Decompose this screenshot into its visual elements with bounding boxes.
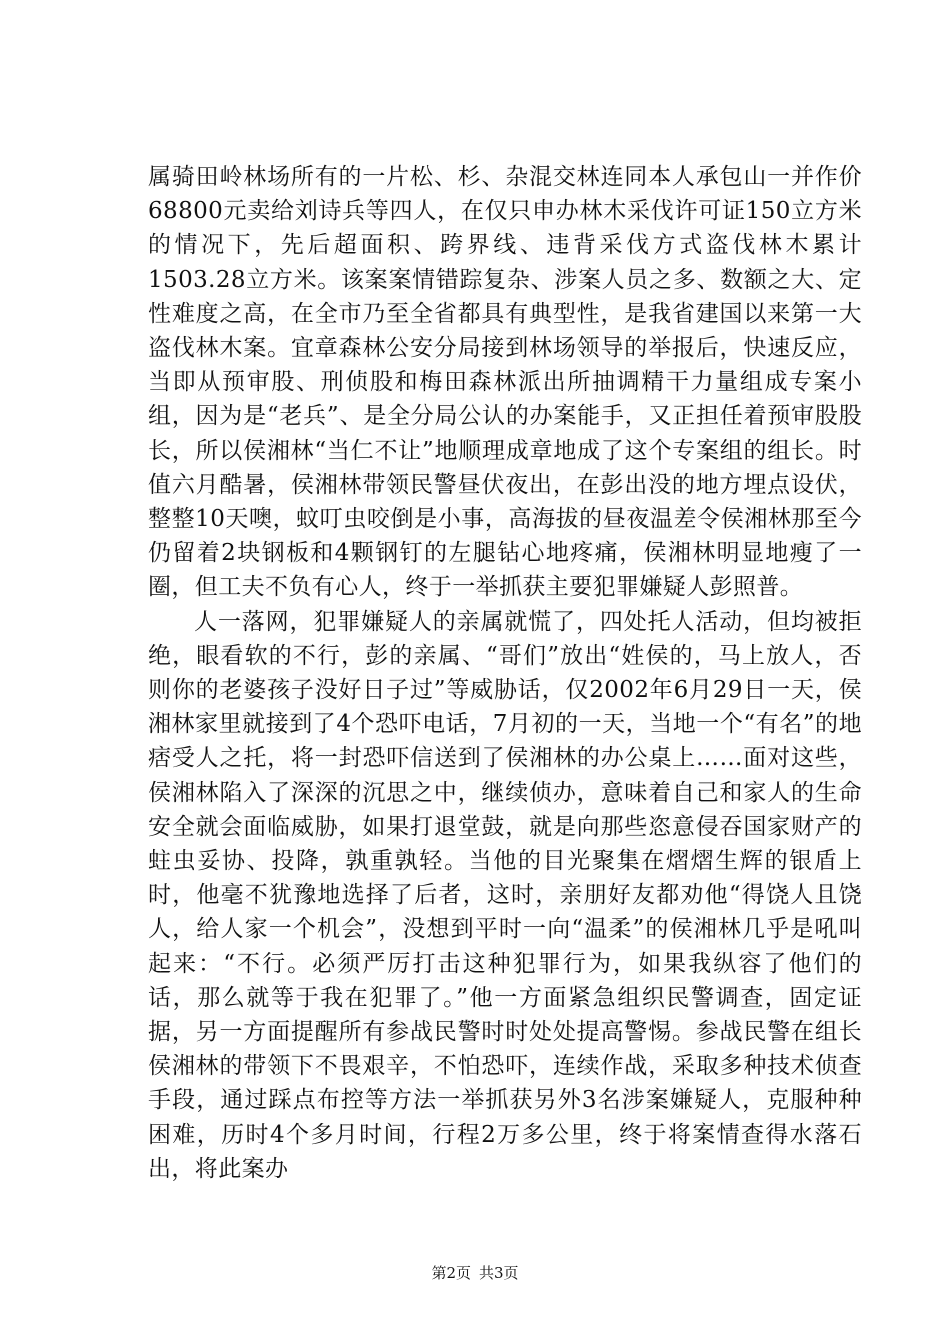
page-total: 共3页 bbox=[479, 1264, 519, 1282]
paragraph-continued: 属骑田岭林场所有的一片松、杉、杂混交林连同本人承包山一并作价68800元卖给刘诗兵等四人，在仅只申办林木采伐许可证150立方米的情况下，先后超面积、跨界线、违背采伐方式盗伐林木累计1503.28立方米。该案案情错踪复杂、涉案人员之多、数额之大、定性难度之高，在全市乃至全省都具有典型性，是我省建国以来第一大盗伐林木案。宜章森林公安分局接到林场领导的举报后，快速反应，当即从预审股、刑侦股和梅田森林派出所抽调精干力量组成专案小组，因为是“老兵”、是全分局公认的办案能手，又正担任着预审股股长，所以侯湘林“当仁不让”地顺理成章地成了这个专案组的组长。时值六月酷暑，侯湘林带领民警昼伏夜出，在彭出没的地方埋点设伏，整整10天噢，蚊叮虫咬倒是小事，高海拔的昼夜温差令侯湘林那至今仍留着2块钢板和4颗钢钉的左腿钻心地疼痛，侯湘林明显地瘦了一圈，但工夫不负有心人，终于一举抓获主要犯罪嫌疑人彭照普。 bbox=[148, 164, 862, 601]
paragraph: 人一落网，犯罪嫌疑人的亲属就慌了，四处托人活动，但均被拒绝，眼看软的不行，彭的亲属、“哥们”放出“姓侯的，马上放人，否则你的老婆孩子没好日子过”等威胁话，仅2002年6月29日一天，侯湘林家里就接到了4个恐吓电话，7月初的一天，当地一个“有名”的地痞受人之托，将一封恐吓信送到了侯湘林的办公桌上……面对这些，侯湘林陷入了深深的沉思之中，继续侦办，意味着自己和家人的生命安全就会面临威胁，如果打退堂鼓，就是向那些恣意侵吞国家财产的蛀虫妥协、投降，孰重孰轻。当他的目光聚集在熠熠生辉的银盾上时，他毫不犹豫地选择了后者，这时，亲朋好友都劝他“得饶人且饶人，给人家一个机会”，没想到平时一向“温柔”的侯湘林几乎是吼叫起来：“不行。必须严厉打击这种犯罪行为，如果我纵容了他们的话，那么就等于我在犯罪了。”他一方面紧急组织民警调查，固定证据，另一方面提醒所有参战民警时时处处提高警惕。参战民警在组长侯湘林的带领下不畏艰辛，不怕恐吓，连续作战，采取多种技术侦查手段，通过踩点布控等方法一举抓获另外3名涉案嫌疑人，克服种种困难，历时4个多月时间，行程2万多公里，终于将案情查得水落石出，将此案办 bbox=[148, 608, 862, 1182]
document-body bbox=[148, 160, 862, 1186]
page-footer bbox=[0, 1262, 950, 1283]
page-number: 第2页 bbox=[431, 1264, 471, 1282]
